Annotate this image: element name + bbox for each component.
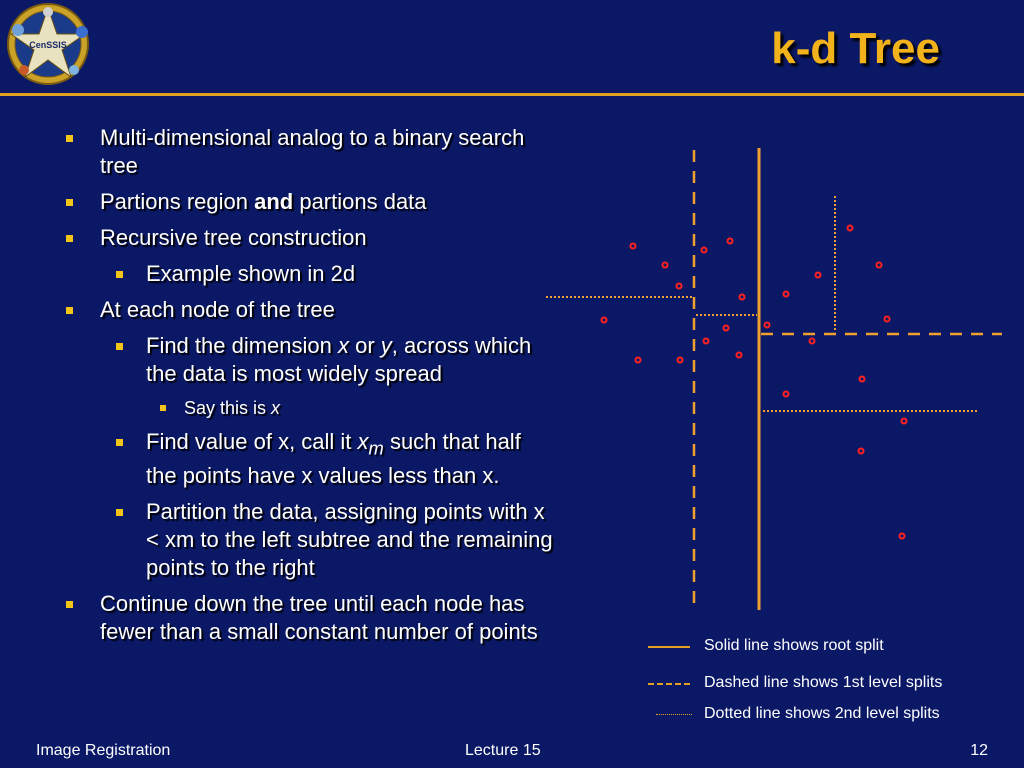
bullet-text-post: such that half the points have x values less than x.	[146, 429, 521, 489]
data-point	[740, 295, 745, 300]
bullet-marker	[66, 307, 73, 314]
censsis-logo	[2, 0, 98, 88]
bullet-var-sub: m	[368, 437, 384, 459]
bullet-text: Example shown in 2d	[146, 261, 356, 286]
bullet-marker	[66, 601, 73, 608]
slide-title: k-d Tree	[771, 24, 940, 73]
bullet-item	[54, 124, 554, 180]
bullet-list	[54, 124, 554, 654]
bullet-var-y: y	[380, 333, 392, 358]
bullet-marker	[116, 509, 123, 516]
bullet-text-post: partions data	[293, 189, 427, 214]
data-point	[737, 353, 742, 358]
data-point	[900, 534, 905, 539]
bullet-text-pre: Find value of x, call it	[146, 429, 358, 454]
bullet-marker	[160, 405, 166, 411]
bullet-marker	[116, 439, 123, 446]
data-point	[877, 263, 882, 268]
data-point	[704, 339, 709, 344]
data-point	[702, 248, 707, 253]
data-point	[636, 358, 641, 363]
footer-course: Image Registration	[36, 742, 171, 759]
data-point	[902, 419, 907, 424]
data-point	[602, 318, 607, 323]
bullet-text-pre: Partions region	[100, 189, 255, 214]
bullet-marker	[66, 199, 73, 206]
bullet-var-x: x	[357, 429, 369, 454]
bullet-item	[54, 590, 554, 646]
bullet-var-x: x	[338, 333, 349, 358]
data-point	[728, 239, 733, 244]
data-point	[678, 358, 683, 363]
dashed-line-swatch	[648, 683, 690, 685]
sub-bullet-item	[54, 260, 554, 288]
data-point	[784, 292, 789, 297]
bullet-item	[54, 188, 554, 216]
data-point	[859, 449, 864, 454]
sub-bullet-item	[54, 332, 554, 388]
bullet-text-post: , across which the data is most widely spread	[146, 333, 532, 386]
legend-text: Dotted line shows 2nd level splits	[704, 705, 940, 722]
footer-page-number: 12	[970, 742, 988, 759]
bullet-text: Continue down the tree until each node has fewer than a small constant number of points	[100, 591, 538, 645]
bullet-text-mid: or	[349, 333, 381, 358]
bullet-text: At each node of the tree	[100, 297, 335, 322]
data-point	[784, 392, 789, 397]
data-point	[663, 263, 668, 268]
data-point	[677, 284, 682, 289]
kd-tree-diagram	[540, 140, 1010, 620]
data-points	[602, 226, 907, 539]
data-point	[724, 326, 729, 331]
footer-lecture: Lecture 15	[465, 742, 541, 759]
bullet-text-bold: and	[254, 189, 294, 214]
bullet-text: Recursive tree construction	[100, 225, 367, 250]
data-point	[885, 317, 890, 322]
bullet-marker	[66, 135, 73, 142]
bullet-marker	[116, 343, 123, 350]
sub-sub-bullet-item	[54, 396, 554, 420]
data-point	[631, 244, 636, 249]
bullet-text: Partition the data, assigning points with x < xm to the left subtree and the remaining points to the right	[146, 499, 553, 581]
bullet-text-pre: Find the dimension	[146, 333, 338, 358]
bullet-marker	[116, 271, 123, 278]
bullet-var-x: x	[271, 398, 281, 418]
dotted-line-swatch	[656, 714, 692, 715]
bullet-item	[54, 296, 554, 324]
data-point	[816, 273, 821, 278]
data-point	[860, 377, 865, 382]
bullet-text-pre: Say this is	[184, 398, 272, 418]
bullet-marker	[66, 235, 73, 242]
legend-text: Dashed line shows 1st level splits	[704, 674, 943, 691]
data-point	[765, 323, 770, 328]
sub-bullet-item	[54, 428, 554, 490]
title-rule	[0, 93, 1024, 96]
bullet-text: Multi-dimensional analog to a binary search tree	[100, 125, 525, 178]
svg-text:CenSSIS: CenSSIS	[29, 40, 67, 50]
sub-bullet-item	[54, 498, 554, 582]
legend-text: Solid line shows root split	[704, 637, 884, 654]
data-point	[810, 339, 815, 344]
data-point	[848, 226, 853, 231]
bullet-item	[54, 224, 554, 252]
solid-line-swatch	[648, 646, 690, 648]
